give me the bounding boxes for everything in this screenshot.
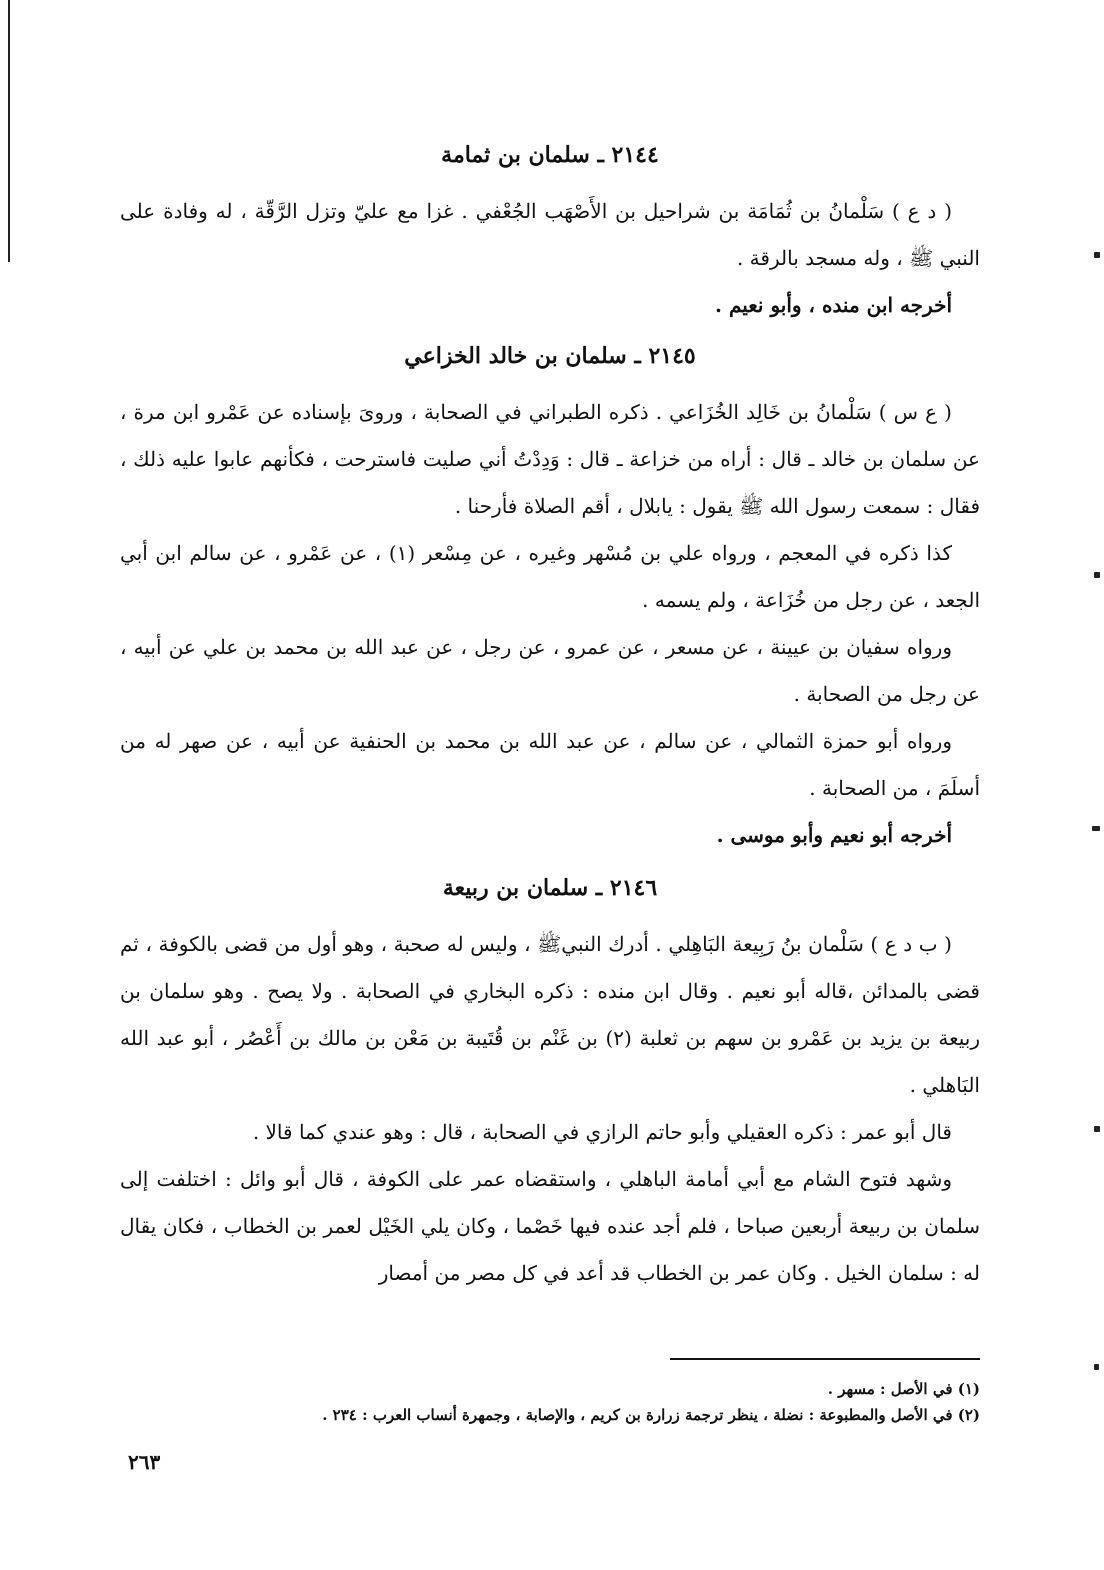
- entry-salman-bin-rabia: [120, 873, 980, 1297]
- entry-paragraph: وشهد فتوح الشام مع أبي أمامة الباهلي ، واستقضاه عمر على الكوفة ، قال أبو وائل : اختلفت إلى سلمان بن ربيعة أربعين صباحا ، فلم أجد عنده فيها خَصْما ، وكان يلي الخَيْل لعمر بن الخطاب ، فكان يقال له : سلمان الخيل . وكان عمر بن الخطاب قد أعد في كل مصر من أمصار: [120, 1167, 980, 1285]
- entry-paragraph: كذا ذكره في المعجم ، ورواه علي بن مُسْهر وغيره ، عن مِسْعر (١) ، عن عَمْرو ، عن سالم ابن أبي الجعد ، عن رجل من خُزَاعة ، ولم يسمه .: [120, 541, 980, 612]
- entry-paragraph: ( د ع ) سَلْمانُ بن ثُمَامَة بن شراحيل بن الأَصْهَب الجُعْفي . غزا مع عليّ وتزل الرَّقّة ، له وفادة على النبي ﷺ ، وله مسجد بالرقة .: [120, 199, 980, 270]
- footnote-list: [120, 1376, 980, 1428]
- entry-paragraph: أخرجه أبو نعيم وأبو موسى .: [716, 823, 952, 847]
- main-text: [120, 140, 980, 1297]
- scan-edge-line: [8, 0, 10, 262]
- scan-speck: [1094, 1364, 1099, 1370]
- footnote: (٢) في الأصل والمطبوعة : نضلة ، ينظر ترجمة زرارة بن كريم ، والإصابة ، وجمهرة أنساب العرب : ٢٣٤ .: [322, 1406, 980, 1424]
- entry-paragraph: ورواه سفيان بن عيينة ، عن مسعر ، عن عمرو ، عن رجل ، عن عبد الله بن محمد بن علي عن أبيه ، عن رجل من الصحابة .: [120, 635, 980, 706]
- entry-paragraph: ورواه أبو حمزة الثمالي ، عن سالم ، عن عبد الله بن محمد بن الحنفية عن أبيه ، عن صهر له من أسلَمَ ، من الصحابة .: [120, 729, 980, 800]
- entry-paragraph: ( ع س ) سَلْمانُ بن خَالِد الخُزَاعي . ذكره الطبراني في الصحابة ، وروىَ بإسناده عن عَمْرو ابن مرة ، عن سلمان بن خالد ـ قال : أراه من خزاعة ـ قال : وَدِدْتُ أني صليت فاسترحت ، فكأنهم عابوا عليه ذلك ، فقال : سمعت رسول الله ﷺ يقول : يابلال ، أقم الصلاة فأرحنا .: [120, 400, 980, 518]
- entry-paragraph: أخرجه ابن منده ، وأبو نعيم .: [715, 293, 952, 317]
- scan-speck: [1094, 1126, 1100, 1132]
- entry-heading: ٢١٤٤ ـ سلمان بن ثمامة: [441, 142, 659, 168]
- entry-salman-bin-khalid: [120, 341, 980, 859]
- page-number: ٢٦٣: [128, 1450, 161, 1474]
- entry-salman-bin-thumama: [120, 140, 980, 329]
- entry-paragraph: قال أبو عمر : ذكره العقيلي وأبو حاتم الرازي في الصحابة ، قال : وهو عندي كما قالا .: [252, 1120, 952, 1144]
- entry-paragraph: ( ب د ع ) سَلْمان بنُ رَبِيعة البَاهِلي . أدرك النبيﷺ ، وليس له صحبة ، وهو أول من قضى بالكوفة ، ثم قضى بالمدائن ،قاله أبو نعيم . وقال ابن منده : ذكره البخاري في الصحابة . ولا يصح . وهو سلمان بن ربيعة بن يزيد بن عَمْرو بن سهم بن ثعلبة (٢) بن غَنْم بن قُتَيبة بن مَعْن بن مالك بن أَعْصُر ، أبو عبد الله البَاهلي .: [120, 932, 980, 1097]
- footnote-rule: [670, 1358, 980, 1360]
- scan-speck: [1094, 572, 1100, 578]
- entry-heading: ٢١٤٥ ـ سلمان بن خالد الخزاعي: [404, 343, 696, 369]
- entry-heading: ٢١٤٦ ـ سلمان بن ربيعة: [442, 875, 658, 901]
- scan-speck: [1092, 826, 1100, 831]
- scan-speck: [1094, 252, 1100, 258]
- footnote: (١) في الأصل : مسهر .: [827, 1380, 980, 1398]
